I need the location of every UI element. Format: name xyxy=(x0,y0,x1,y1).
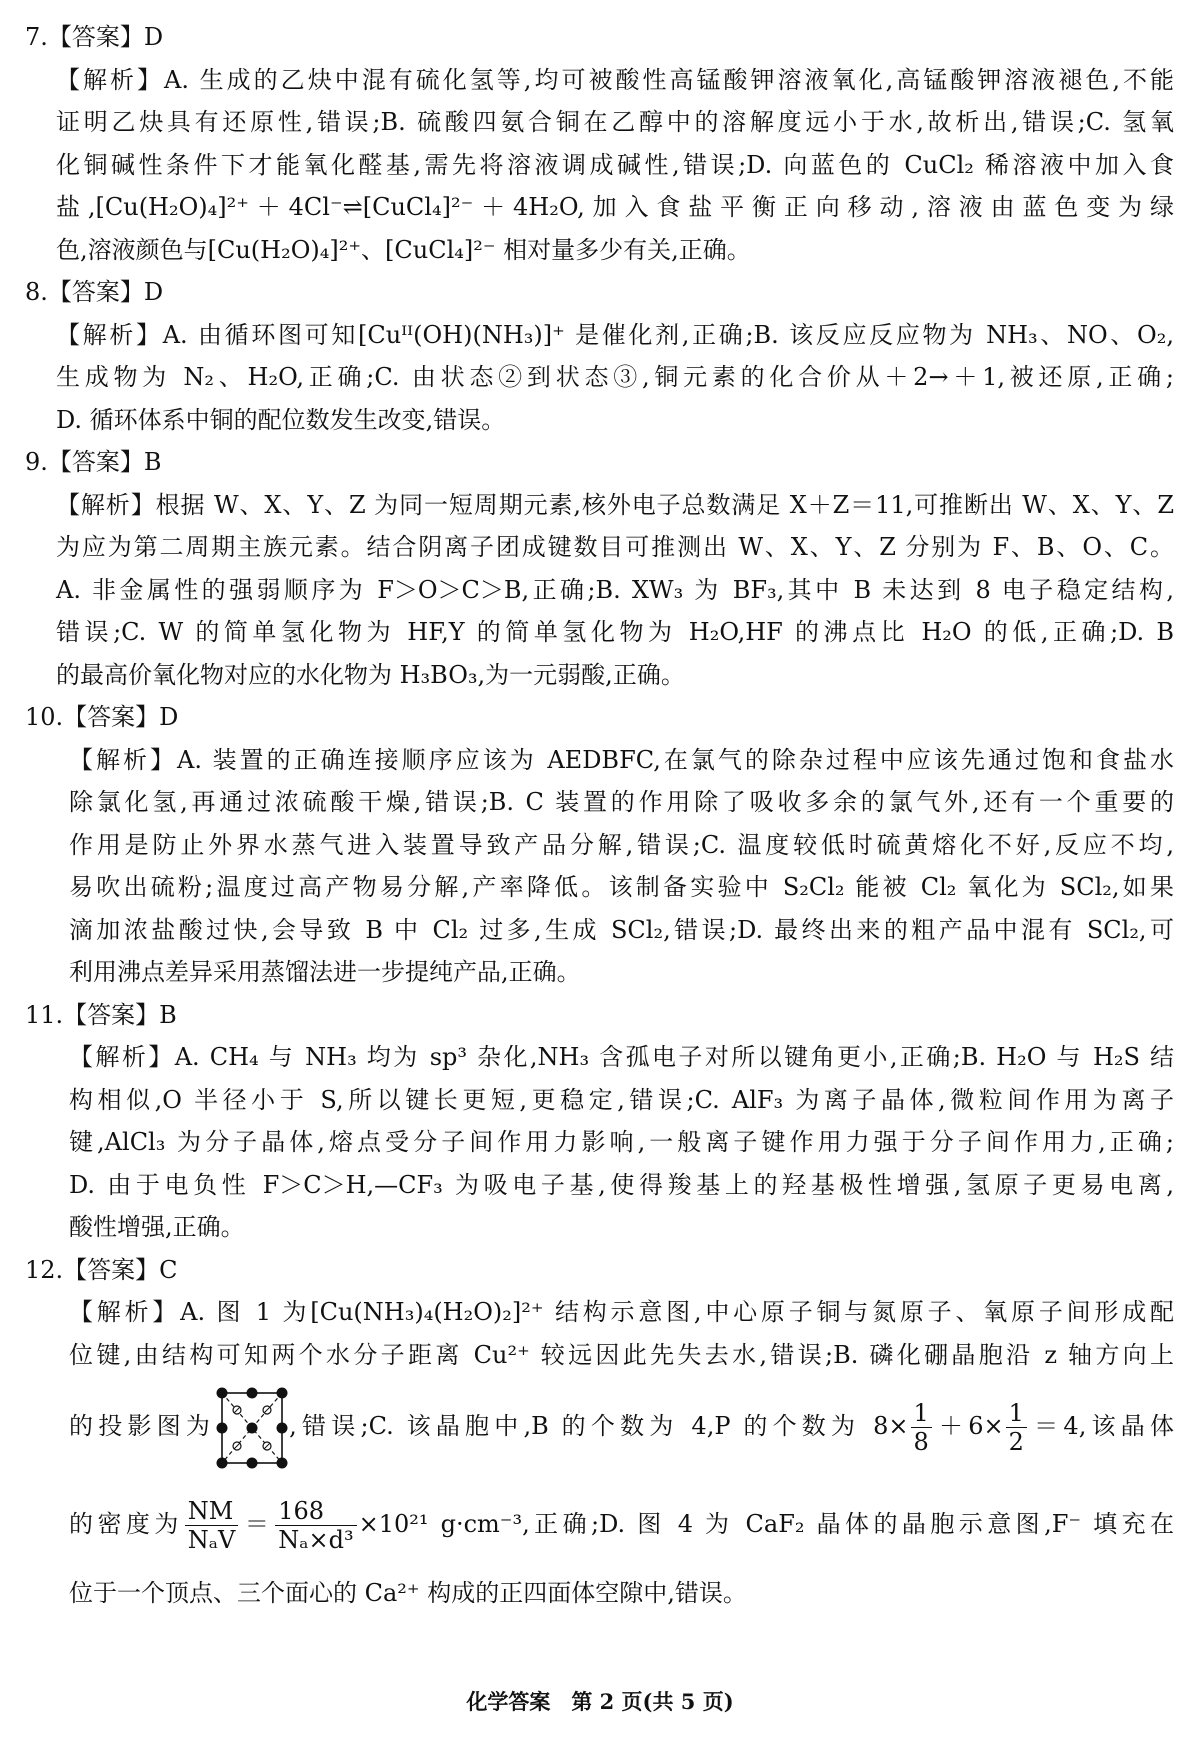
answer-item-12 xyxy=(0,1249,1200,1615)
explanation-line: 位键,由结构可知两个水分子距离 Cu²⁺ 较远因此先失去水,错误;B. 磷化硼晶胞沿 z 轴方向上 xyxy=(69,1340,1174,1369)
explanation-line: D. 循环体系中铜的配位数发生改变,错误。 xyxy=(56,405,506,434)
fraction-one-half xyxy=(1006,1399,1027,1456)
page-footer: 化学答案 第 2 页(共 5 页) xyxy=(466,1689,734,1714)
explanation-line: 的最高价氧化物对应的水化物为 H₃BO₃,为一元弱酸,正确。 xyxy=(56,660,685,689)
fraction-nm-over-nav xyxy=(185,1497,239,1554)
explanation-line: 盐,[Cu(H₂O)₄]²⁺＋4Cl⁻⇌[CuCl₄]²⁻＋4H₂O,加入食盐平衡正向移动,溶液由蓝色变为绿 xyxy=(56,193,1174,221)
explanation-line: 【解析】A. 图 1 为[Cu(NH₃)₄(H₂O)₂]²⁺ 结构示意图,中心原子铜与氮原子、氧原子间形成配 xyxy=(69,1298,1174,1326)
item-header: 11.【答案】B xyxy=(25,1000,177,1029)
answer-item xyxy=(0,696,1200,994)
item-header: 7.【答案】D xyxy=(25,23,164,51)
explanation-line: 酸性增强,正确。 xyxy=(69,1213,245,1241)
numerator: 168 xyxy=(275,1497,356,1526)
answer-items xyxy=(0,16,1200,1249)
text-segment: ＋6× xyxy=(933,1412,1004,1440)
explanation-line: 色,溶液颜色与[Cu(H₂O)₄]²⁺、[CuCl₄]²⁻ 相对量多少有关,正确。 xyxy=(56,235,751,264)
explanation-line: 【解析】A. 装置的正确连接顺序应该为 AEDBFC,在氯气的除杂过程中应该先通过饱和食盐水 xyxy=(69,745,1174,774)
explanation-line: 错误;C. W 的简单氢化物为 HF,Y 的简单氢化物为 H₂O,HF 的沸点比 H₂O 的低,正确;D. B xyxy=(56,618,1174,646)
item-header: 8.【答案】D xyxy=(25,278,164,306)
denominator: Nₐ×d³ xyxy=(278,1526,354,1554)
density-formula-line xyxy=(69,1476,1174,1572)
explanation-line: 【解析】A. 生成的乙炔中混有硫化氢等,均可被酸性高锰酸钾溶液氧化,高锰酸钾溶液褪色,不能 xyxy=(56,65,1174,94)
answer-item xyxy=(0,16,1200,271)
numerator: 1 xyxy=(1006,1399,1027,1428)
text-segment: 的密度为 xyxy=(69,1510,183,1538)
denominator: 8 xyxy=(913,1428,929,1456)
item-header: 9.【答案】B xyxy=(25,448,162,476)
item-header: 10.【答案】D xyxy=(25,703,179,731)
text-segment: ＝4,该晶体 xyxy=(1028,1412,1175,1440)
explanation-line: 利用沸点差异采用蒸馏法进一步提纯产品,正确。 xyxy=(69,958,581,986)
numerator: NM xyxy=(185,1497,239,1526)
explanation-line: 【解析】A. CH₄ 与 NH₃ 均为 sp³ 杂化,NH₃ 含孤电子对所以键角更小,正确;B. H₂O 与 H₂S 结 xyxy=(69,1043,1174,1071)
text-segment: 的投影图为 xyxy=(69,1412,216,1440)
explanation-line: 构相似,O 半径小于 S,所以键长更短,更稳定,错误;C. AlF₃ 为离子晶体,微粒间作用为离子 xyxy=(69,1085,1174,1114)
text-segment: ×10²¹ g·cm⁻³,正确;D. 图 4 为 CaF₂ 晶体的晶胞示意图,F⁻ 填充在 xyxy=(358,1510,1175,1538)
boron-phosphide-projection-figure xyxy=(215,1386,289,1470)
explanation-line: 生成物为 N₂、H₂O,正确;C. 由状态②到状态③,铜元素的化合价从＋2→＋1,被还原,正确; xyxy=(56,363,1174,391)
explanation-line: 位于一个顶点、三个面心的 Ca²⁺ 构成的正四面体空隙中,错误。 xyxy=(69,1579,747,1607)
denominator: NₐV xyxy=(187,1526,236,1554)
explanation-line: 除氯化氢,再通过浓硫酸干燥,错误;B. C 装置的作用除了吸收多余的氯气外,还有一个重要的 xyxy=(69,788,1174,816)
fraction-one-eighth xyxy=(911,1399,932,1456)
explanation-line: 【解析】A. 由循环图可知[Cuᴵᴵ(OH)(NH₃)]⁺ 是催化剂,正确;B. 该反应反应物为 NH₃、NO、O₂, xyxy=(56,320,1174,349)
numerator: 1 xyxy=(911,1399,932,1428)
explanation-line: 滴加浓盐酸过快,会导致 B 中 Cl₂ 过多,生成 SCl₂,错误;D. 最终出来的粗产品中混有 SCl₂,可 xyxy=(69,915,1174,944)
item-header: 12.【答案】C xyxy=(25,1255,178,1284)
explanation-line: 键,AlCl₃ 为分子晶体,熔点受分子间作用力影响,一般离子键作用力强于分子间作用力,正确; xyxy=(69,1128,1174,1156)
text-segment: ,错误;C. 该晶胞中,B 的个数为 4,P 的个数为 8× xyxy=(289,1412,909,1440)
denominator: 2 xyxy=(1008,1428,1024,1456)
text-segment: ＝ xyxy=(240,1510,274,1538)
explanation-line: 作用是防止外界水蒸气进入装置导致产品分解,错误;C. 温度较低时硫黄熔化不好,反应不均, xyxy=(69,830,1174,859)
explanation-line: 【解析】根据 W、X、Y、Z 为同一短周期元素,核外电子总数满足 X＋Z＝11,可推断出 W、X、Y、Z xyxy=(56,490,1174,519)
answer-item xyxy=(0,994,1200,1249)
answer-item xyxy=(0,271,1200,441)
answer-item xyxy=(0,441,1200,696)
fraction-168-over-na-d3 xyxy=(275,1497,356,1554)
explanation-line-with-figure xyxy=(69,1376,1174,1476)
explanation-line: A. 非金属性的强弱顺序为 F＞O＞C＞B,正确;B. XW₃ 为 BF₃,其中 B 未达到 8 电子稳定结构, xyxy=(56,575,1174,604)
explanation-line: 易吹出硫粉;温度过高产物易分解,产率降低。该制备实验中 S₂Cl₂ 能被 Cl₂ 氧化为 SCl₂,如果 xyxy=(69,873,1174,901)
explanation-line: 证明乙炔具有还原性,错误;B. 硫酸四氨合铜在乙醇中的溶解度远小于水,故析出,错误;C. 氢氧 xyxy=(56,108,1174,136)
explanation-line: 为应为第二周期主族元素。结合阴离子团成键数目可推测出 W、X、Y、Z 分别为 F、B、O、C。 xyxy=(56,533,1174,561)
explanation-line: 化铜碱性条件下才能氧化醛基,需先将溶液调成碱性,错误;D. 向蓝色的 CuCl₂ 稀溶液中加入食 xyxy=(56,150,1174,179)
explanation-line: D. 由于电负性 F＞C＞H,—CF₃ 为吸电子基,使得羧基上的羟基极性增强,氢原子更易电离, xyxy=(69,1170,1174,1199)
answer-page xyxy=(0,16,1200,1615)
